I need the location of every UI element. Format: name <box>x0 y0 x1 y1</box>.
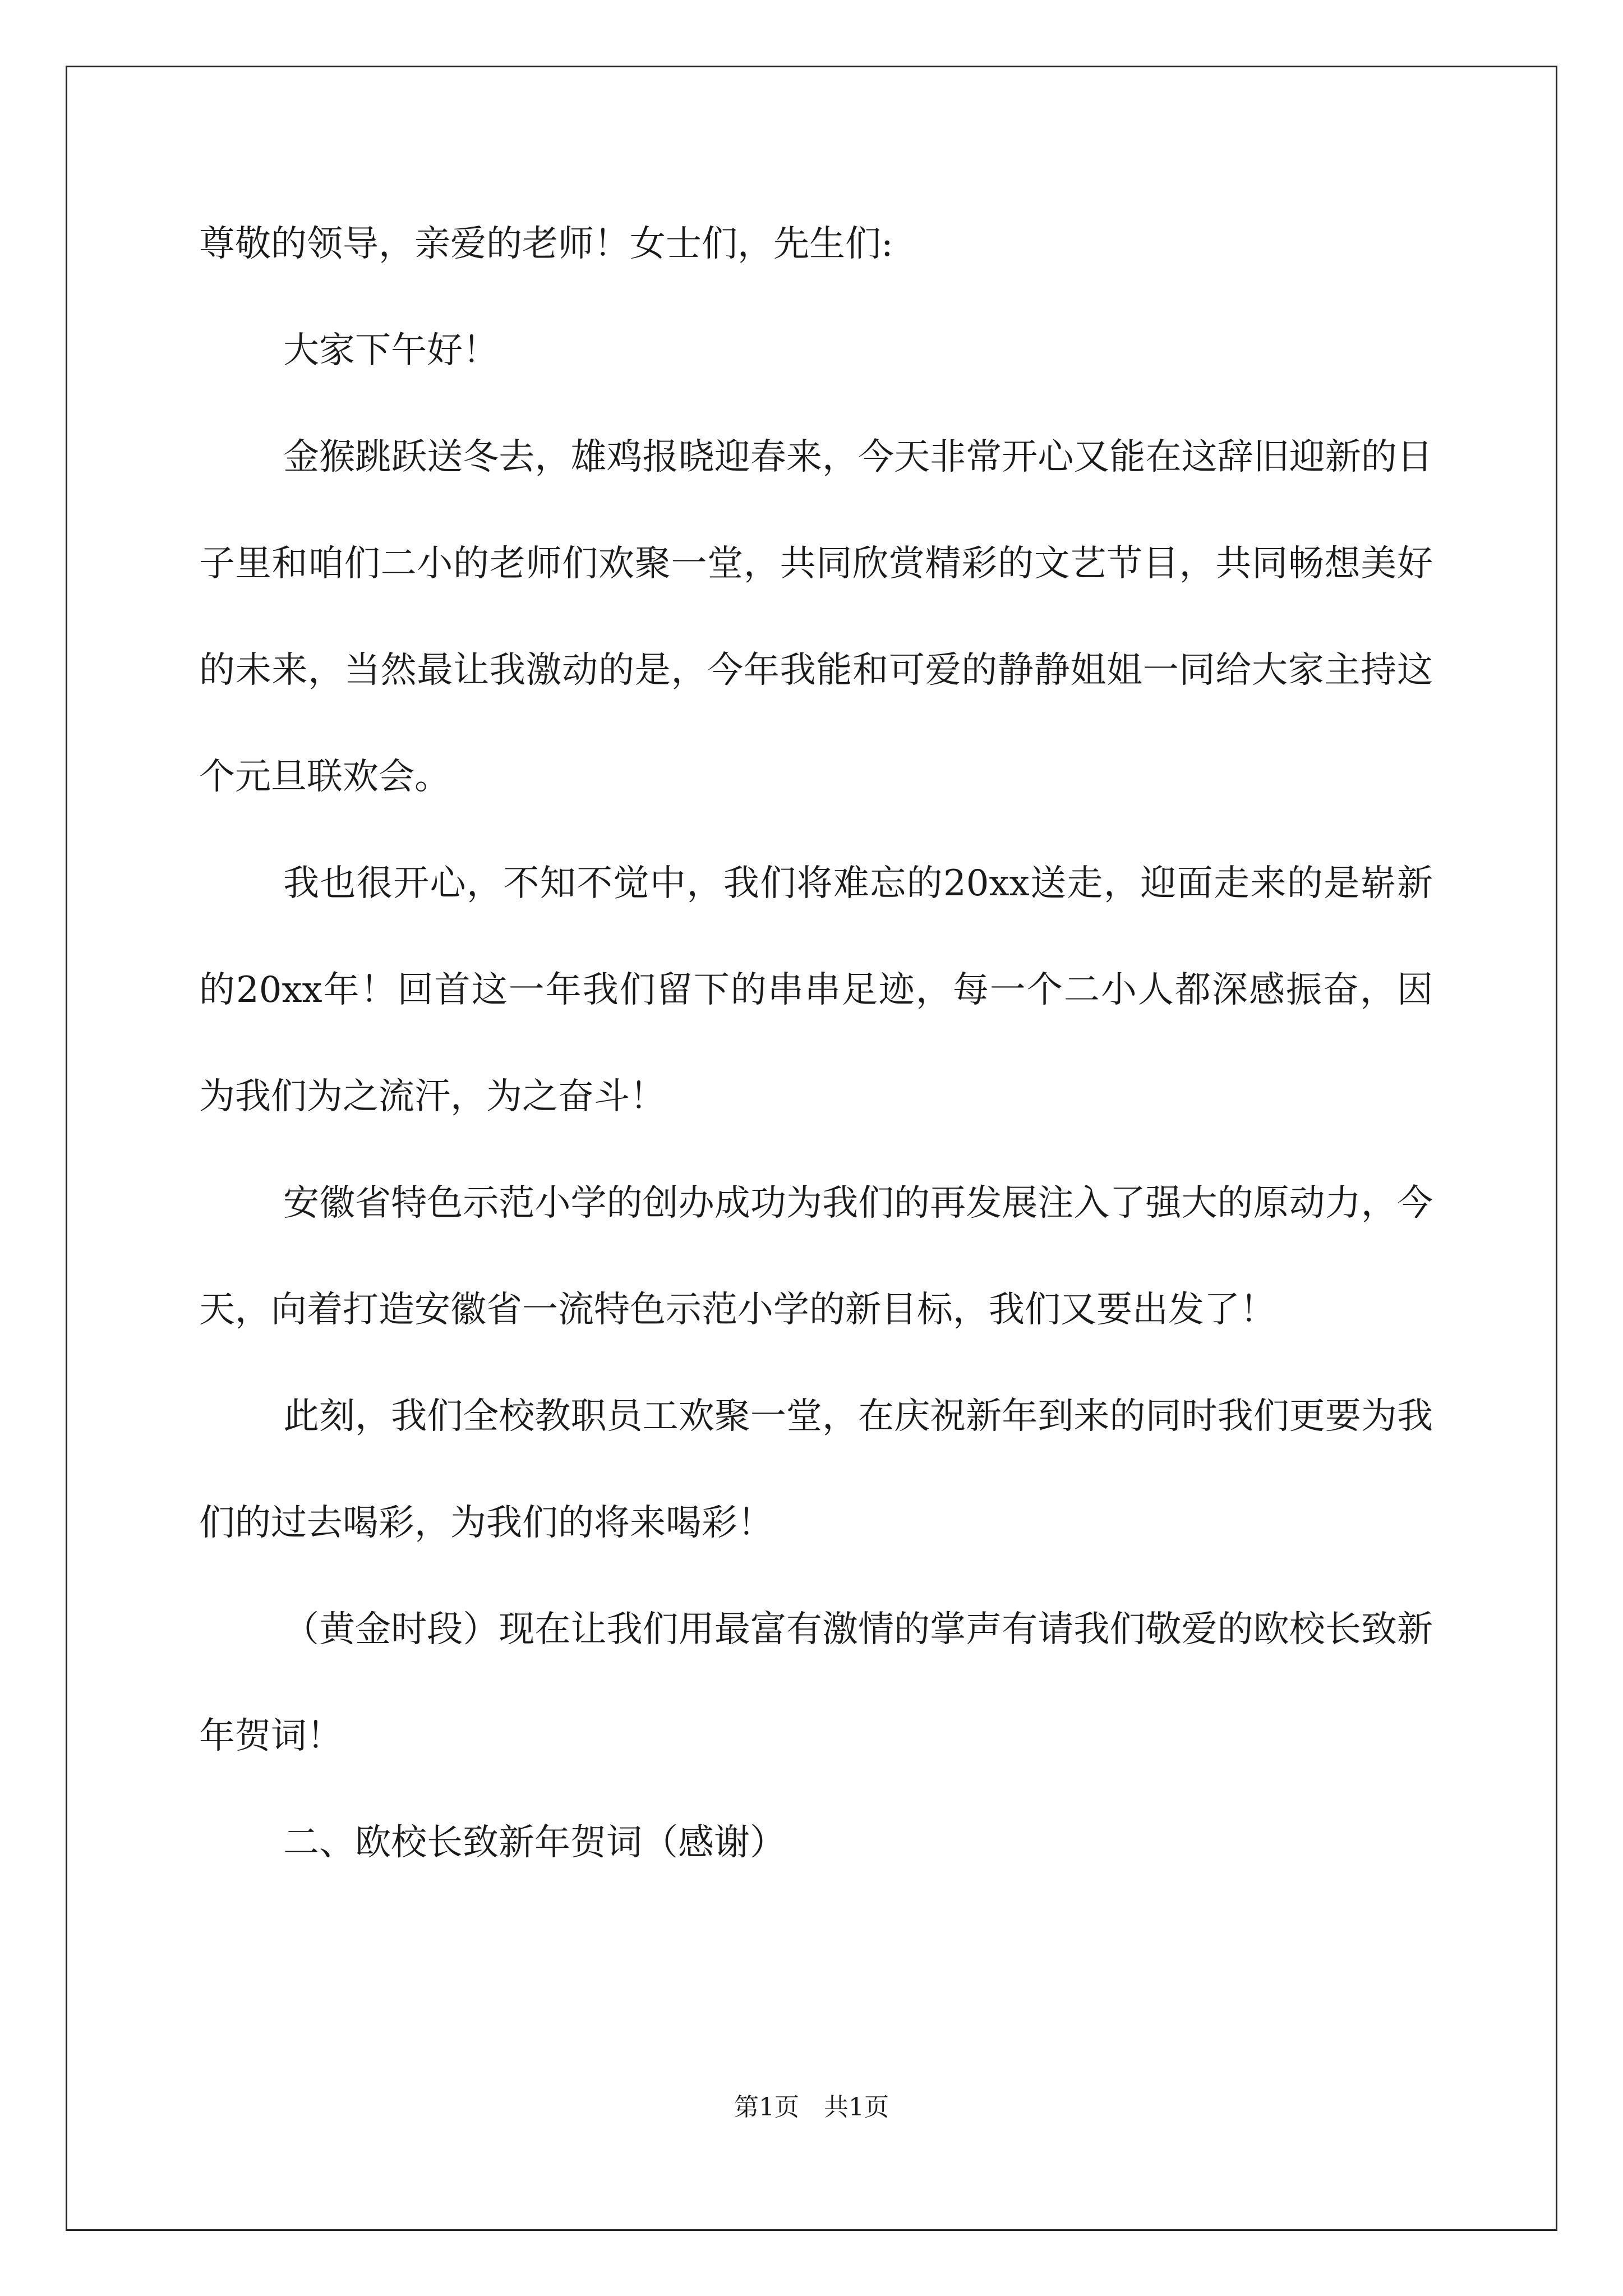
page-number-footer: 第1页 共1页 <box>734 2093 889 2122</box>
body-paragraph-3: 安徽省特色示范小学的创办成功为我们的再发展注入了强大的原动力，今天，向着打造安徽省一流特色示范小学的新目标，我们又要出发了！ <box>199 1182 1433 1331</box>
body-paragraph-2: 我也很开心，不知不觉中，我们将难忘的20xx送走，迎面走来的是崭新的20xx年！回首这一年我们留下的串串足迹，每一个二小人都深感振奋，因为我们为之流汗，为之奋斗！ <box>199 863 1433 1117</box>
body-paragraph-4: 此刻，我们全校教职员工欢聚一堂，在庆祝新年到来的同时我们更要为我们的过去喝彩，为我们的将来喝彩！ <box>199 1396 1433 1544</box>
document-body <box>199 191 1433 1896</box>
greeting-paragraph: 大家下午好！ <box>283 330 499 371</box>
body-paragraph-5: （黄金时段）现在让我们用最富有激情的掌声有请我们敬爱的欧校长致新年贺词！ <box>199 1609 1433 1757</box>
salutation-paragraph: 尊敬的领导，亲爱的老师！女士们，先生们: <box>199 223 893 265</box>
body-paragraph-1: 金猴跳跃送冬去，雄鸡报晓迎春来，今天非常开心又能在这辞旧迎新的日子里和咱们二小的老师们欢聚一堂，共同欣赏精彩的文艺节目，共同畅想美好的未来，当然最让我激动的是，今年我能和可爱的静静姐姐一同给大家主持这个元旦联欢会。 <box>199 436 1433 798</box>
section-heading-paragraph: 二、欧校长致新年贺词（感谢） <box>283 1822 786 1864</box>
